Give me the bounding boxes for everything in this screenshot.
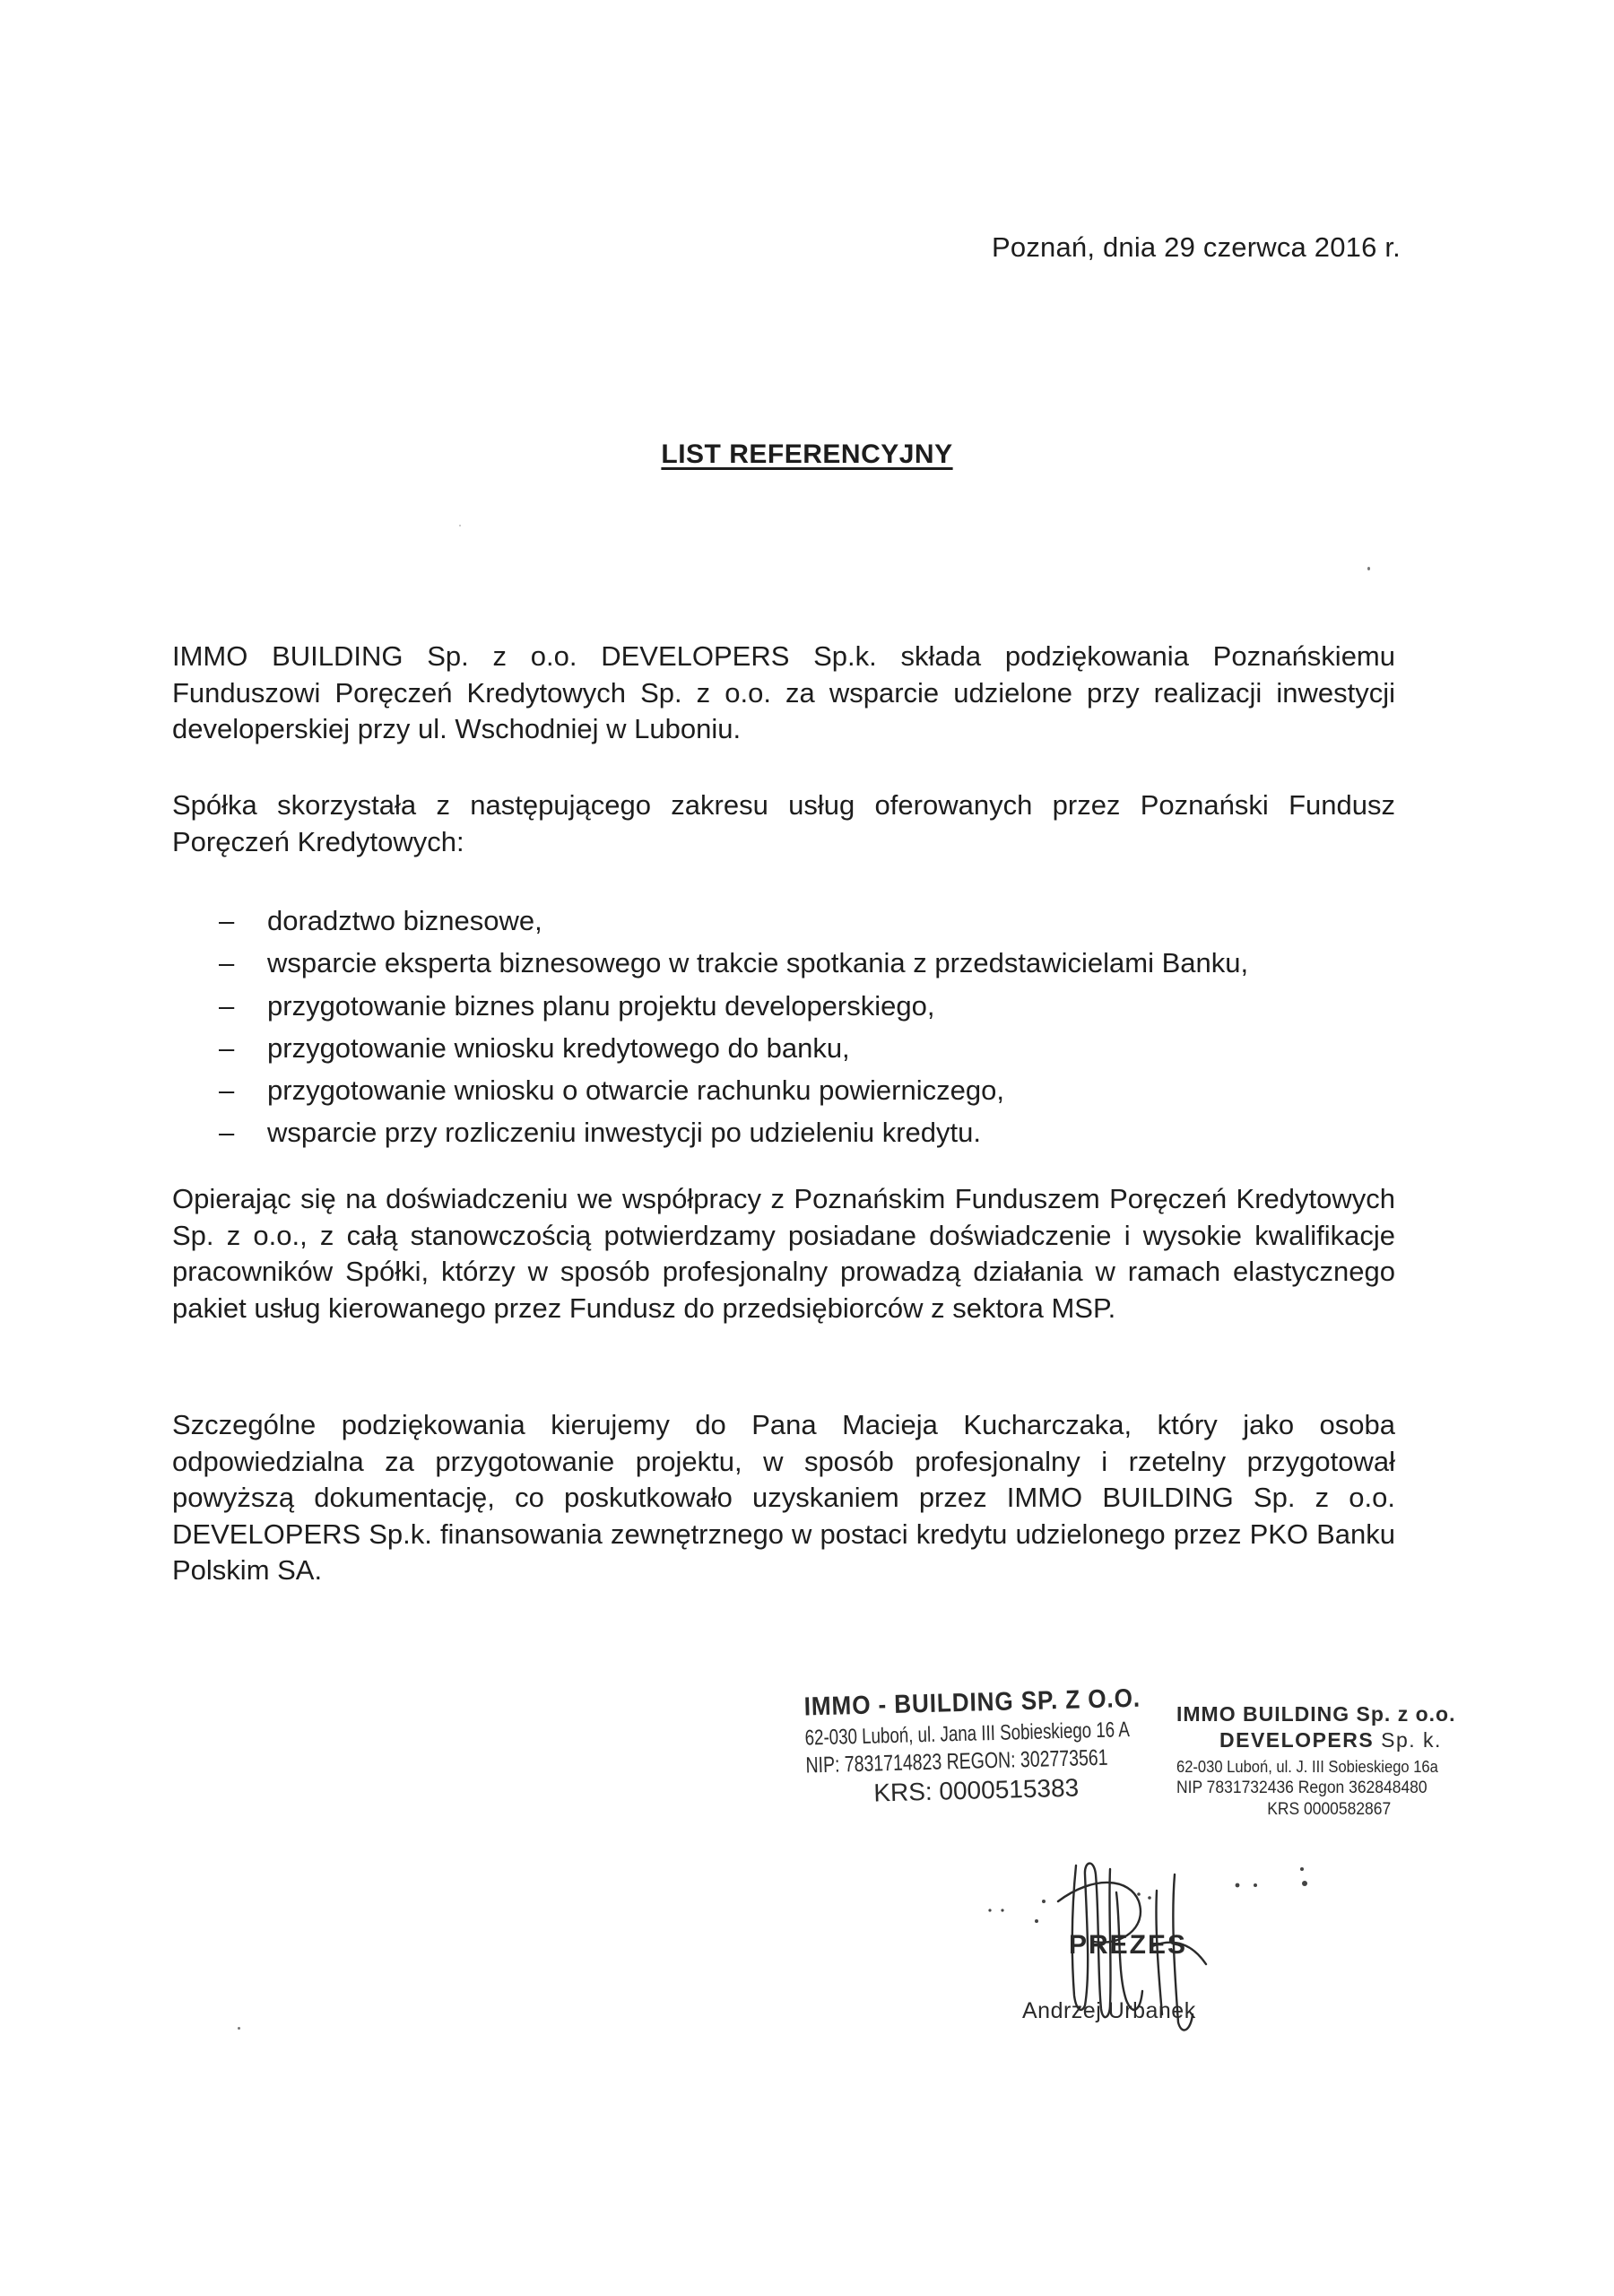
signature-block [950,1839,1309,2054]
dash-bullet: – [219,989,235,1022]
dash-bullet: – [219,1074,235,1107]
paragraph-thanks: IMMO BUILDING Sp. z o.o. DEVELOPERS Sp.k. składa podziękowania Poznańskiemu Funduszowi Poręczeń Kredytowych Sp. z o.o. za wsparcie udzielone przy realizacji inwestycji developerskiej przy ul. Wschodniej w Luboniu. [172,640,1395,744]
signature-role: PREZES [1069,1930,1188,1960]
list-item-text: wsparcie przy rozliczeniu inwestycji po udzieleniu kredytu. [267,1117,982,1149]
dash-bullet: – [219,905,235,936]
list-item-text: przygotowanie wniosku kredytowego do banku, [267,1031,850,1064]
letter-title: LIST REFERENCYJNY [661,439,953,469]
company-stamp-immo-building-developers [1176,1702,1535,1820]
dash-bullet: – [219,947,235,979]
stamp-developers: DEVELOPERS [1219,1728,1375,1752]
list-item [219,1027,1349,1069]
list-item [219,900,1349,942]
paragraph-confirmation: Opierając się na doświadczeniu we współpracy z Poznańskim Funduszem Poręczeń Kredytowych Sp. z o.o., z całą stanowczością potwierdzamy posiadane doświadczenie i wysokie kwalifikacje pracowników Spółki, którzy w sposób profesjonalny prowadzą działania w ramach elastycznego pakiet usług kierowanego przez Fundusz do przedsiębiorców z sektora MSP. [172,1183,1395,1324]
list-item-text: przygotowanie biznes planu projektu developerskiego, [267,989,935,1022]
list-item-text: doradztwo biznesowe, [267,905,542,936]
stamp-nip-regon: NIP 7831732436 Regon 362848480 [1176,1779,1427,1797]
company-stamp-immo-building [803,1683,1183,1810]
dash-bullet: – [219,1117,235,1149]
paragraph-services-intro: Spółka skorzystała z następującego zakresu usług oferowanych przez Poznański Fundusz Poręczeń Kredytowych: [172,789,1395,857]
list-item-text: wsparcie eksperta biznesowego w trakcie spotkania z przedstawicielami Banku, [267,947,1249,979]
services-list [219,900,1349,1154]
scan-speck [1367,567,1370,570]
stamp-krs: KRS 0000582867 [1267,1800,1392,1819]
scan-speck [238,2027,240,2030]
dash-bullet: – [219,1031,235,1064]
stamp-address: 62-030 Luboń, ul. Jana III Sobieskiego 16 A [804,1718,1131,1751]
list-item [219,1069,1349,1111]
signature-name: Andrzej Urbanek [1022,1998,1196,2023]
list-item [219,942,1349,984]
list-item-text: przygotowanie wniosku o otwarcie rachunku powierniczego, [267,1074,1004,1107]
stamp-developers-line [1176,1728,1535,1752]
paragraph-special-thanks: Szczególne podziękowania kierujemy do Pana Macieja Kucharczaka, który jako osoba odpowiedzialna za przygotowanie projektu, w sposób profesjonalny i rzetelny przygotował powyższą dokumentację, co poskutkowało uzyskaniem przez IMMO BUILDING Sp. z o.o. DEVELOPERS Sp.k. finansowania zewnętrznego w postaci kredytu udzielonego przez PKO Banku Polskim SA. [172,1409,1395,1586]
list-item [219,985,1349,1027]
scan-speck [459,525,461,526]
stamp-company-name: IMMO BUILDING Sp. z o.o. [1176,1702,1456,1726]
stamp-address: 62-030 Luboń, ul. J. III Sobieskiego 16a [1176,1758,1438,1776]
stamp-legal-form: Sp. k. [1381,1728,1442,1752]
stamp-krs: KRS: 0000515383 [872,1773,1080,1807]
list-item [219,1111,1349,1153]
date-line: Poznań, dnia 29 czerwca 2016 r. [992,231,1401,263]
stamp-nip-regon: NIP: 7831714823 REGON: 302773561 [805,1744,1108,1779]
stamp-company-name: IMMO - BUILDING SP. Z O.O. [803,1683,1141,1722]
